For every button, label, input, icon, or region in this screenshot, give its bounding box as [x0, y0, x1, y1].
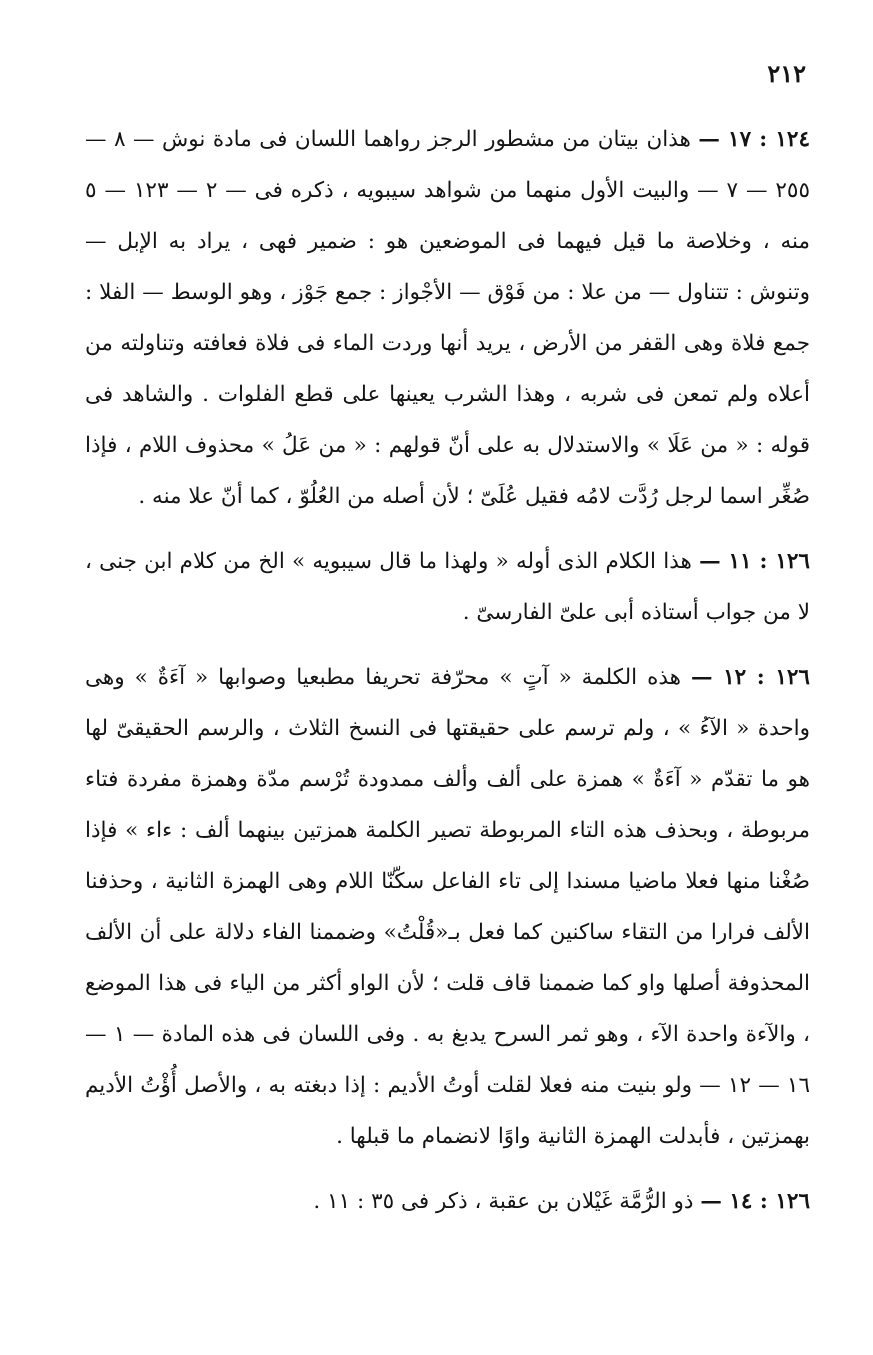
footnote-reference: ١٢٤ : ١٧ —: [698, 127, 810, 152]
footnote-126-14: [85, 1176, 810, 1227]
footnote-text: هذان بيتان من مشطور الرجز رواهما اللسان فى مادة نوش — ٨ — ٢٥٥ — ٧ — والبيت الأول منهما من شواهد سيبويه ، ذكره فى — ٢ — ١٢٣ — ٥ منه ، وخلاصة ما قيل فيهما فى الموضعين هو : ضمير فهى ، يراد به الإبل — وتنوش : تتناول — من علا : من فَوْق — الأجْواز : جمع جَوْز ، وهو الوسط — الفلا : جمع فلاة وهى القفر من الأرض ، يريد أنها وردت الماء فى فلاة فعافته وتناولته من أعلاه ولم تمعن فى شربه ، وهذا الشرب يعينها على قطع الفلوات . والشاهد فى قوله : « من عَلَا » والاستدلال به على أنّ قولهم : « من عَلُ » محذوف اللام ، فإذا صُغِّر اسما لرجل رُدَّت لامُه فقيل عُلَىّ ؛ لأن أصله من العُلُوّ ، كما أنّ علا منه .: [85, 127, 811, 509]
footnote-reference: ١٢٦ : ١٢ —: [690, 665, 810, 690]
book-page: [85, 59, 811, 1241]
footnote-text: هذه الكلمة « آتٍ » محرّفة تحريفا مطبعيا وصوابها « آءَةٌ » وهى واحدة « الآءُ » ، ولم ترسم على حقيقتها فى النسخ الثلاث ، والرسم الحقيقىّ لها هو ما تقدّم « آءَةٌ » همزة على ألف وألف ممدودة تُرْسم مدّة وهمزة مفردة فتاء مربوطة ، وبحذف هذه التاء المربوطة تصير الكلمة همزتين بينهما ألف : ءاء » فإذا صُغْنا منها فعلا ماضيا مسندا إلى تاء الفاعل سكّنّا اللام وهى الهمزة الثانية ، وحذفنا الألف فرارا من التقاء ساكنين كما فعل بـ«قُلْتُ» وضممنا الفاء دلالة على أن الألف المحذوفة أصلها واو كما ضممنا قاف قلت ؛ لأن الواو أكثر من الياء فى هذا الموضع ، والآءة واحدة الآء ، وهو ثمر السرح يدبغ به . وفى اللسان فى هذه المادة — ١ — ١٦ — ١٢ — ولو بنيت منه فعلا لقلت أوتُ الأديم : إذا دبغته به ، والأصل أُؤْتُ الأديم بهمزتين ، فأبدلت الهمزة الثانية واوًا لانضمام ما قبلها .: [85, 665, 810, 1149]
footnote-text: هذا الكلام الذى أوله « ولهذا ما قال سيبويه » الخ من كلام ابن جنى ، لا من جواب أستاذه أبى علىّ الفارسىّ .: [85, 549, 810, 625]
footnote-text: ذو الرُّمَّة غَيْلان بن عقبة ، ذكر فى ٣٥ : ١١ .: [313, 1189, 694, 1214]
footnote-126-11: [85, 536, 810, 638]
footnote-126-12: [85, 652, 810, 1162]
footnote-reference: ١٢٦ : ١٤ —: [700, 1189, 810, 1214]
footnote-reference: ١٢٦ : ١١ —: [699, 549, 810, 574]
page-number: ٢١٢: [767, 59, 806, 88]
footnote-124-17: [85, 114, 810, 522]
